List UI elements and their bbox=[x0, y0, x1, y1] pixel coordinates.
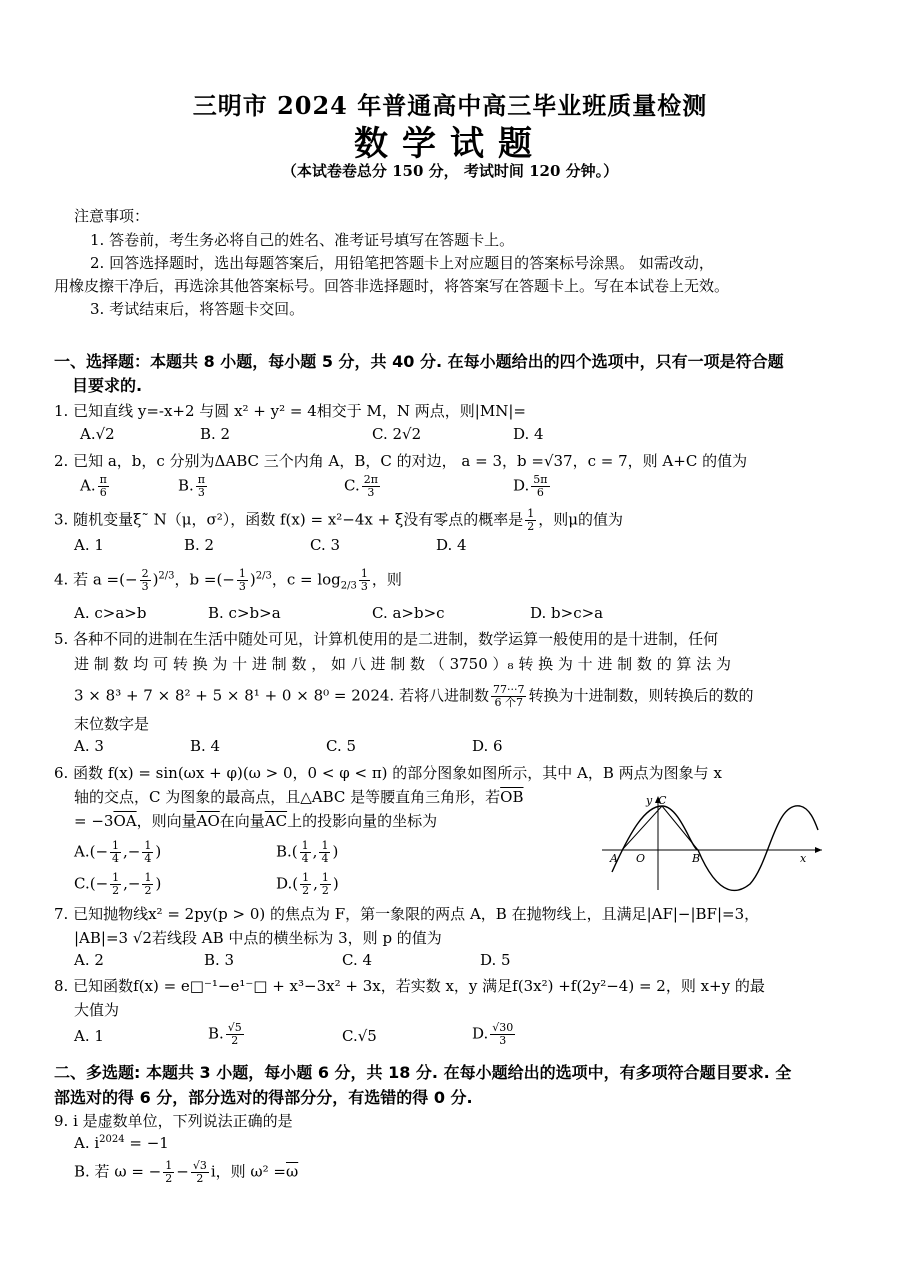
q4-stem-b: ) bbox=[152, 570, 159, 589]
q5-option-d: D. 6 bbox=[472, 737, 503, 755]
q2-stem-b: ，c = 7，则 A+C 的值为 bbox=[572, 452, 748, 470]
q7-option-a: A. 2 bbox=[74, 951, 104, 969]
q4-stem-a: 4. 若 a =(− bbox=[54, 570, 138, 589]
q2-option-b bbox=[178, 474, 209, 499]
q3-option-b: B. 2 bbox=[184, 536, 215, 554]
q3-option-d: D. 4 bbox=[436, 536, 467, 554]
q2-option-a-frac bbox=[98, 474, 109, 499]
q2-option-c-label: C. bbox=[344, 476, 360, 495]
q4-option-b: B. c>b>a bbox=[208, 604, 281, 622]
q1-stem: 1. 已知直线 y=-x+2 与圆 x² + y² = 4相交于 M，N 两点，则|MN|= bbox=[54, 402, 526, 420]
q9-a-exp: 2024 bbox=[99, 1134, 125, 1145]
q8-b-den: 2 bbox=[231, 1034, 239, 1047]
q2-option-a-label: A. bbox=[80, 476, 96, 495]
q2-b-den: 3 bbox=[197, 486, 205, 499]
q7-option-d: D. 5 bbox=[480, 951, 511, 969]
q6-line3c: 在向量 bbox=[219, 812, 265, 830]
q9-b-den1: 2 bbox=[165, 1172, 173, 1185]
sine-curve bbox=[612, 806, 818, 891]
q8-b-frac bbox=[226, 1022, 244, 1047]
q6-line3a: = −3 bbox=[74, 812, 114, 830]
q4-stem-f: ，则 bbox=[371, 570, 402, 589]
q6-d1-den: 2 bbox=[302, 884, 310, 897]
q8-d-den: 3 bbox=[499, 1034, 507, 1047]
q6-line2 bbox=[74, 786, 524, 807]
q6-vec-ao: $\overline{AO}$ bbox=[196, 812, 220, 830]
q8-option-b-label: B. bbox=[208, 1024, 224, 1043]
q5-option-b: B. 4 bbox=[190, 737, 221, 755]
q3-option-a: A. 1 bbox=[74, 536, 104, 554]
q6-line3d: 上的投影向量的坐标为 bbox=[287, 812, 438, 830]
q2-a-den: 6 bbox=[99, 486, 107, 499]
q2-option-c-frac bbox=[362, 474, 380, 499]
q4-stem bbox=[54, 568, 402, 593]
graph-label-x: x bbox=[800, 852, 807, 865]
q6-b2-den: 4 bbox=[321, 852, 329, 865]
q6-a-mid: ,− bbox=[123, 842, 141, 861]
q4-a-frac bbox=[140, 568, 151, 593]
q2-option-a bbox=[80, 474, 111, 499]
q4-b-den: 3 bbox=[238, 580, 246, 593]
q6-option-c bbox=[74, 872, 161, 897]
q6-c-close: ) bbox=[155, 874, 162, 893]
q6-a-frac1 bbox=[110, 840, 121, 865]
section2-heading-line1: 二、多选题: 本题共 3 小题，每小题 6 分，共 18 分. 在每小题给出的选项中，有多项符合题目要求. 全 bbox=[54, 1063, 792, 1082]
q3-stem bbox=[54, 508, 623, 533]
q4-b-frac bbox=[237, 568, 248, 593]
notice-item-2a: 2. 回答选择题时，选出每题答案后，用铅笔把答题卡上对应题目的答案标号涂黑。 如需改动， bbox=[90, 254, 714, 272]
q5-line1: 5. 各种不同的进制在生活中随处可见，计算机使用的是二进制，数学运算一般使用的是十进制，任何 bbox=[54, 630, 719, 648]
q6-line2-text: 轴的交点，C 为图象的最高点，且△ABC 是等腰直角三角形，若 bbox=[74, 788, 501, 806]
segment-cb bbox=[662, 806, 698, 850]
q6-c-mid: ,− bbox=[123, 874, 141, 893]
q8-option-c-label: C. bbox=[342, 1027, 358, 1045]
q2-d-num: 5π bbox=[533, 473, 548, 486]
section1-heading-line1: 一、选择题：本题共 8 小题，每小题 5 分，共 40 分. 在每小题给出的四个选项中，只有一项是符合题 bbox=[54, 352, 784, 371]
q4-c-num: 1 bbox=[360, 567, 368, 580]
q3-option-c: C. 3 bbox=[310, 536, 341, 554]
q9-b-num1: 1 bbox=[165, 1159, 173, 1172]
q2-option-b-label: B. bbox=[178, 476, 194, 495]
q7-sqrt: √2 bbox=[132, 929, 152, 947]
q8-option-b bbox=[208, 1022, 246, 1047]
q6-a-frac2 bbox=[142, 840, 153, 865]
q8-option-d bbox=[472, 1022, 517, 1047]
q6-vec-oa: $\overline{OA}$ bbox=[113, 812, 137, 830]
q5-line4: 末位数字是 bbox=[74, 715, 150, 733]
q9-b-num2: √3 bbox=[192, 1159, 207, 1172]
graph-label-b: B bbox=[692, 852, 701, 865]
q6-b2-num: 1 bbox=[321, 839, 329, 852]
q6-line1: 6. 函数 f(x) = sin(ωx + φ)(ω > 0，0 < φ < π) 的部分图象如图所示，其中 A，B 两点为图象与 x bbox=[54, 764, 722, 782]
q8-option-a: A. 1 bbox=[74, 1027, 104, 1045]
q6-d-open: D.( bbox=[276, 874, 299, 893]
q6-c-frac1 bbox=[110, 872, 121, 897]
q5-option-a: A. 3 bbox=[74, 737, 104, 755]
q6-b-frac2 bbox=[319, 840, 330, 865]
q9-option-b bbox=[74, 1160, 298, 1185]
q1-option-a bbox=[80, 425, 115, 443]
q2-option-d-frac bbox=[531, 474, 549, 499]
q3-frac bbox=[525, 508, 536, 533]
q5-octal bbox=[491, 684, 527, 709]
x-axis-arrow-icon bbox=[815, 847, 822, 853]
q1-option-c-label: C. 2 bbox=[372, 425, 403, 443]
q6-vec-ob: $\overline{OB}$ bbox=[500, 788, 524, 806]
q6-b1-num: 1 bbox=[301, 839, 309, 852]
q9-a-pre: A. i bbox=[74, 1134, 100, 1152]
section1-heading-line2: 目要求的. bbox=[72, 376, 143, 395]
q3-stem-b: ，则μ的值为 bbox=[538, 510, 623, 529]
q6-d-frac2 bbox=[320, 872, 331, 897]
q6-a-open: A.(− bbox=[74, 842, 109, 861]
q5-line3a: 3 × 8³ + 7 × 8² + 5 × 8¹ + 0 × 8⁰ = 2024. 若将八进制数 bbox=[74, 686, 489, 705]
q6-c1-den: 2 bbox=[112, 884, 120, 897]
q9-b-frac1 bbox=[163, 1160, 174, 1185]
notice-heading: 注意事项： bbox=[74, 207, 150, 225]
q7-line2 bbox=[74, 927, 442, 948]
q6-a2-num: 1 bbox=[144, 839, 152, 852]
q9-a-post: = −1 bbox=[124, 1134, 169, 1152]
q6-line3 bbox=[74, 810, 437, 831]
q2-a-num: π bbox=[99, 473, 107, 486]
section2-heading-line2: 部选对的得 6 分，部分选对的得部分分，有选错的得 0 分. bbox=[54, 1088, 473, 1107]
q4-option-d: D. b>c>a bbox=[530, 604, 604, 622]
graph-label-a: A bbox=[610, 852, 618, 865]
q2-option-b-frac bbox=[196, 474, 207, 499]
q9-b-pre: B. 若 ω = − bbox=[74, 1162, 162, 1181]
q6-d2-den: 2 bbox=[321, 884, 329, 897]
q4-option-c: C. a>b>c bbox=[372, 604, 445, 622]
q8-line2: 大值为 bbox=[74, 1001, 120, 1019]
q6-c2-den: 2 bbox=[144, 884, 152, 897]
q2-b-num: π bbox=[197, 473, 206, 486]
q2-option-c bbox=[344, 474, 382, 499]
q1-option-c bbox=[372, 425, 421, 443]
q8-d-num: √30 bbox=[492, 1021, 514, 1034]
q2-stem-a: 2. 已知 a，b，c 分别为ΔABC 三个内角 A，B，C 的对边， a = 3，b = bbox=[54, 452, 544, 470]
notice-item-1: 1. 答卷前，考生务必将自己的姓名、准考证号填写在答题卡上。 bbox=[90, 231, 515, 249]
q2-d-den: 6 bbox=[536, 486, 544, 499]
q6-a1-den: 4 bbox=[112, 852, 120, 865]
q6-vec-ac: $\overline{AC}$ bbox=[264, 812, 288, 830]
q2-option-d bbox=[513, 474, 552, 499]
q9-b-mid: − bbox=[176, 1162, 189, 1181]
q4-a-den: 3 bbox=[141, 580, 149, 593]
q6-d-close: ) bbox=[332, 874, 339, 893]
q7-line1: 7. 已知抛物线x² = 2py(p > 0) 的焦点为 F，第一象限的两点 A，B 在抛物线上，且满足|AF|−|BF|=3， bbox=[54, 905, 760, 923]
q4-log-base: 2/3 bbox=[340, 580, 357, 592]
q8-option-c bbox=[342, 1027, 377, 1045]
q6-b-open: B.( bbox=[276, 842, 298, 861]
q6-a2-den: 4 bbox=[144, 852, 152, 865]
q6-b1-den: 4 bbox=[301, 852, 309, 865]
q8-line1: 8. 已知函数f(x) = e□⁻¹−e¹⁻□ + x³−3x² + 3x，若实数 x，y 满足f(3x²) +f(2y²−4) = 2，则 x+y 的最 bbox=[54, 977, 765, 995]
q8-d-frac bbox=[490, 1022, 515, 1047]
q1-option-b: B. 2 bbox=[200, 425, 231, 443]
q6-c-frac2 bbox=[142, 872, 153, 897]
q6-b-close: ) bbox=[332, 842, 339, 861]
q6-line3b: ，则向量 bbox=[136, 812, 197, 830]
q5-octal-bottom: 6 个7 bbox=[494, 696, 523, 709]
q6-d2-num: 1 bbox=[321, 871, 329, 884]
q5-line3 bbox=[74, 684, 753, 709]
q5-option-c: C. 5 bbox=[326, 737, 357, 755]
q6-c-open: C.(− bbox=[74, 874, 109, 893]
q6-option-a bbox=[74, 840, 161, 865]
q3-stem-a: 3. 随机变量ξ˜ N（μ，σ²），函数 f(x) = x²−4x + ξ没有零点的概率是 bbox=[54, 510, 524, 529]
q6-d-mid: , bbox=[313, 874, 318, 893]
q2-stem bbox=[54, 450, 747, 471]
graph-label-y: y bbox=[646, 794, 653, 807]
q7-option-b: B. 3 bbox=[204, 951, 235, 969]
q4-stem-c: ，b =(− bbox=[174, 570, 235, 589]
exam-info: （本试卷卷总分 150 分， 考试时间 120 分钟。） bbox=[281, 162, 619, 180]
notice-item-3: 3. 考试结束后，将答题卡交回。 bbox=[90, 300, 305, 318]
q2-c-num: 2π bbox=[363, 473, 378, 486]
q8-b-num: √5 bbox=[227, 1021, 242, 1034]
q5-octal-top: 77···7 bbox=[492, 683, 525, 696]
q6-option-b bbox=[276, 840, 338, 865]
notice-item-2b: 用橡皮擦干净后，再选涂其他答案标号。回答非选择题时，将答案写在答题卡上。写在本试卷上无效。 bbox=[54, 277, 730, 295]
q6-option-d bbox=[276, 872, 339, 897]
q2-c-den: 3 bbox=[367, 486, 375, 499]
q9-b-den2: 2 bbox=[196, 1172, 204, 1185]
graph-label-c: C bbox=[658, 794, 667, 807]
q4-c-frac bbox=[359, 568, 370, 593]
q9-b-conj: $\overline{\omega}$ bbox=[285, 1162, 299, 1181]
q6-sine-graph bbox=[600, 792, 830, 892]
q3-frac-num: 1 bbox=[527, 507, 535, 520]
q9-stem: 9. i 是虚数单位，下列说法正确的是 bbox=[54, 1112, 293, 1130]
q6-c1-num: 1 bbox=[112, 871, 120, 884]
q4-exp2: 2/3 bbox=[255, 570, 272, 582]
q6-c2-num: 1 bbox=[144, 871, 152, 884]
q4-b-num: 1 bbox=[238, 567, 246, 580]
q1-option-c-value: √2 bbox=[402, 425, 422, 443]
q4-stem-d: ) bbox=[249, 570, 256, 589]
q6-d1-num: 1 bbox=[302, 871, 310, 884]
q6-a1-num: 1 bbox=[112, 839, 120, 852]
q5-line3b: 转换为十进制数，则转换后的数的 bbox=[528, 686, 754, 705]
q7-option-c: C. 4 bbox=[342, 951, 373, 969]
segment-ac bbox=[622, 806, 662, 850]
q1-option-a-label: A. bbox=[80, 425, 96, 443]
header-title: 三明市 2024 年普通高中高三毕业班质量检测 bbox=[192, 91, 708, 120]
q6-b-frac1 bbox=[300, 840, 311, 865]
q4-exp1: 2/3 bbox=[158, 570, 175, 582]
q4-a-num: 2 bbox=[141, 567, 149, 580]
graph-label-o: O bbox=[636, 852, 646, 865]
q1-option-d: D. 4 bbox=[513, 425, 544, 443]
q8-option-c-value: √5 bbox=[357, 1027, 377, 1045]
q7-line2a: |AB|=3 bbox=[74, 929, 129, 947]
q4-c-den: 3 bbox=[360, 580, 368, 593]
q2-option-d-label: D. bbox=[513, 476, 530, 495]
q4-stem-e: ，c = log bbox=[271, 570, 341, 589]
q9-option-a bbox=[74, 1134, 169, 1152]
q9-b-post: i，则 ω² = bbox=[210, 1162, 286, 1181]
q6-b-mid: , bbox=[312, 842, 318, 861]
subject-title: 数学试题 bbox=[354, 124, 546, 164]
q8-option-d-label: D. bbox=[472, 1024, 489, 1043]
q6-a-close: ) bbox=[155, 842, 162, 861]
q5-line2: 进 制 数 均 可 转 换 为 十 进 制 数 ， 如 八 进 制 数 （ 3750 ）₈ 转 换 为 十 进 制 数 的 算 法 为 bbox=[74, 655, 732, 673]
q6-d-frac1 bbox=[300, 872, 311, 897]
q3-frac-den: 2 bbox=[527, 520, 535, 533]
q9-b-frac2 bbox=[191, 1160, 209, 1185]
q7-line2b: 若线段 AB 中点的横坐标为 3，则 p 的值为 bbox=[151, 929, 442, 947]
q4-option-a: A. c>a>b bbox=[74, 604, 147, 622]
q1-option-a-value: √2 bbox=[95, 425, 115, 443]
q2-sqrt: √37 bbox=[543, 452, 573, 470]
